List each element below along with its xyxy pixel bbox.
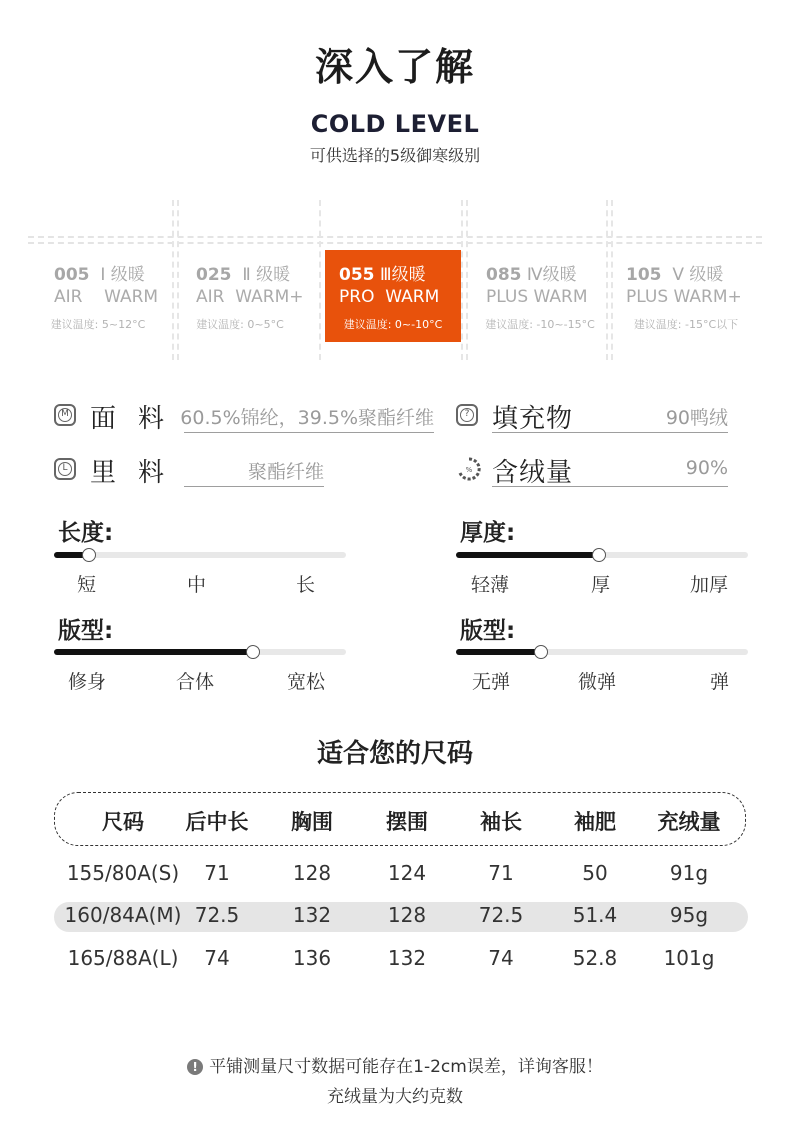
percent-gauge-icon: [456, 456, 482, 482]
table-cell: 72.5: [478, 903, 524, 927]
divider: [184, 432, 434, 433]
lining-icon: L: [54, 458, 76, 480]
fabric-label: 面料: [90, 404, 187, 434]
table-cell: 128: [387, 903, 427, 927]
fit-tick-regular: 合体: [176, 671, 215, 693]
stretch-slider: [456, 649, 748, 655]
level-grade: Ⅴ 级暖: [672, 265, 724, 285]
size-table-title: 适合您的尺码: [316, 739, 473, 769]
level-grade: Ⅰ 级暖: [100, 265, 145, 285]
stretch-fill: [456, 649, 541, 655]
table-cell: 160/84A(M): [64, 903, 182, 927]
stretch-tick-slight: 微弹: [578, 671, 617, 693]
divider: [28, 242, 762, 244]
cold-level-subtitle: 可供选择的5级御寒级别: [309, 146, 481, 165]
measurement-note-text: 平铺测量尺寸数据可能存在1-2cm误差，详询客服！: [209, 1057, 603, 1077]
length-knob: [82, 548, 96, 562]
thickness-knob: [592, 548, 606, 562]
table-cell: 132: [292, 903, 332, 927]
level-code: 005: [54, 265, 90, 285]
down-content-label: 含绒量: [492, 458, 574, 488]
table-cell: 132: [387, 946, 427, 970]
col-header-hem: 摆围: [386, 810, 428, 834]
level-code: 085: [486, 265, 522, 285]
divider: [184, 486, 324, 487]
divider: [466, 200, 468, 360]
thickness-title: 厚度:: [460, 520, 516, 546]
stretch-tick-stretch: 弹: [710, 671, 730, 693]
stretch-title: 版型:: [460, 618, 516, 644]
col-header-sleeve-width: 袖肥: [574, 810, 616, 834]
measurement-note: [0, 1052, 790, 1077]
table-cell: 91g: [669, 861, 709, 885]
fit-fill: [54, 649, 253, 655]
fit-title: 版型:: [58, 618, 114, 644]
level-grade: Ⅲ级暖: [379, 265, 426, 285]
warmth-level-strip: [28, 200, 762, 360]
level-name: AIR WARM+: [196, 287, 304, 307]
down-content-value: 90%: [685, 457, 728, 479]
col-header-back-length: 后中长: [185, 810, 249, 834]
svg-text:%: %: [465, 466, 473, 474]
table-cell: 50: [582, 861, 608, 885]
divider: [319, 200, 321, 360]
level-temp: 建议温度: -10~-15°C: [485, 318, 595, 331]
table-cell: 71: [488, 861, 514, 885]
level-name: AIR WARM: [54, 287, 159, 307]
level-name: PRO WARM: [339, 287, 440, 307]
table-cell: 52.8: [572, 946, 618, 970]
level-code: 055: [339, 265, 375, 285]
level-temp: 建议温度: 0~-10°C: [343, 318, 443, 331]
level-code: 025: [196, 265, 232, 285]
table-cell: 128: [292, 861, 332, 885]
level-grade: Ⅳ级暖: [526, 265, 577, 285]
level-card-105: [618, 250, 754, 342]
table-cell: 95g: [669, 903, 709, 927]
lining-value: 聚酯纤维: [247, 461, 324, 483]
table-cell: 71: [204, 861, 230, 885]
alert-icon: !: [187, 1059, 203, 1075]
thickness-tick-thick: 厚: [591, 574, 611, 596]
length-tick-short: 短: [77, 574, 97, 596]
length-tick-long: 长: [296, 574, 316, 596]
table-cell: 155/80A(S): [66, 861, 180, 885]
fit-knob: [246, 645, 260, 659]
level-temp: 建议温度: 0~5°C: [196, 318, 284, 331]
level-grade: Ⅱ 级暖: [242, 265, 291, 285]
level-code: 105: [626, 265, 662, 285]
divider: [492, 486, 728, 487]
level-card-005: [28, 250, 164, 342]
table-cell: 74: [488, 946, 514, 970]
filling-row: [456, 398, 728, 434]
down-content-row: [456, 452, 728, 488]
level-card-085: [472, 250, 608, 342]
fabric-value: 60.5%锦纶，39.5%聚酯纤维: [180, 407, 434, 429]
fit-tick-slim: 修身: [68, 671, 107, 693]
thickness-slider: [456, 552, 748, 558]
level-temp: 建议温度: 5~12°C: [50, 318, 146, 331]
fit-slider: [54, 649, 346, 655]
page-title: 深入了解: [314, 45, 475, 89]
divider: [611, 200, 613, 360]
col-header-size: 尺码: [102, 810, 144, 834]
level-name: PLUS WARM+: [626, 287, 742, 307]
level-card-025: [172, 250, 308, 342]
divider: [28, 236, 762, 238]
filling-label: 填充物: [492, 404, 574, 434]
table-cell: 72.5: [194, 903, 240, 927]
table-cell: 136: [292, 946, 332, 970]
table-cell: 101g: [663, 946, 715, 970]
filling-value: 90鸭绒: [665, 407, 728, 429]
table-cell: 165/88A(L): [67, 946, 179, 970]
lining-label: 里料: [90, 458, 187, 488]
stretch-knob: [534, 645, 548, 659]
table-cell: 51.4: [572, 903, 618, 927]
level-card-055: [325, 250, 461, 342]
thickness-tick-thin: 轻薄: [471, 574, 510, 596]
level-temp: 建议温度: -15°C以下: [633, 318, 739, 331]
fabric-icon: M: [54, 404, 76, 426]
filling-icon: ?: [456, 404, 478, 426]
down-weight-note: 充绒量为大约克数: [327, 1087, 463, 1107]
level-name: PLUS WARM: [486, 287, 588, 307]
col-header-chest: 胸围: [291, 810, 333, 834]
col-header-sleeve-length: 袖长: [480, 810, 522, 834]
fabric-row: [54, 398, 434, 434]
fit-tick-loose: 宽松: [287, 671, 326, 693]
divider: [461, 200, 463, 360]
length-slider: [54, 552, 346, 558]
length-tick-mid: 中: [187, 574, 207, 596]
divider: [492, 432, 728, 433]
thickness-fill: [456, 552, 599, 558]
thickness-tick-extra-thick: 加厚: [690, 574, 729, 596]
col-header-down-weight: 充绒量: [657, 810, 721, 834]
cold-level-title: COLD LEVEL: [310, 110, 480, 138]
stretch-tick-none: 无弹: [472, 671, 511, 693]
length-title: 长度:: [58, 520, 114, 546]
lining-row: [54, 452, 324, 488]
table-cell: 74: [204, 946, 230, 970]
table-cell: 124: [387, 861, 427, 885]
